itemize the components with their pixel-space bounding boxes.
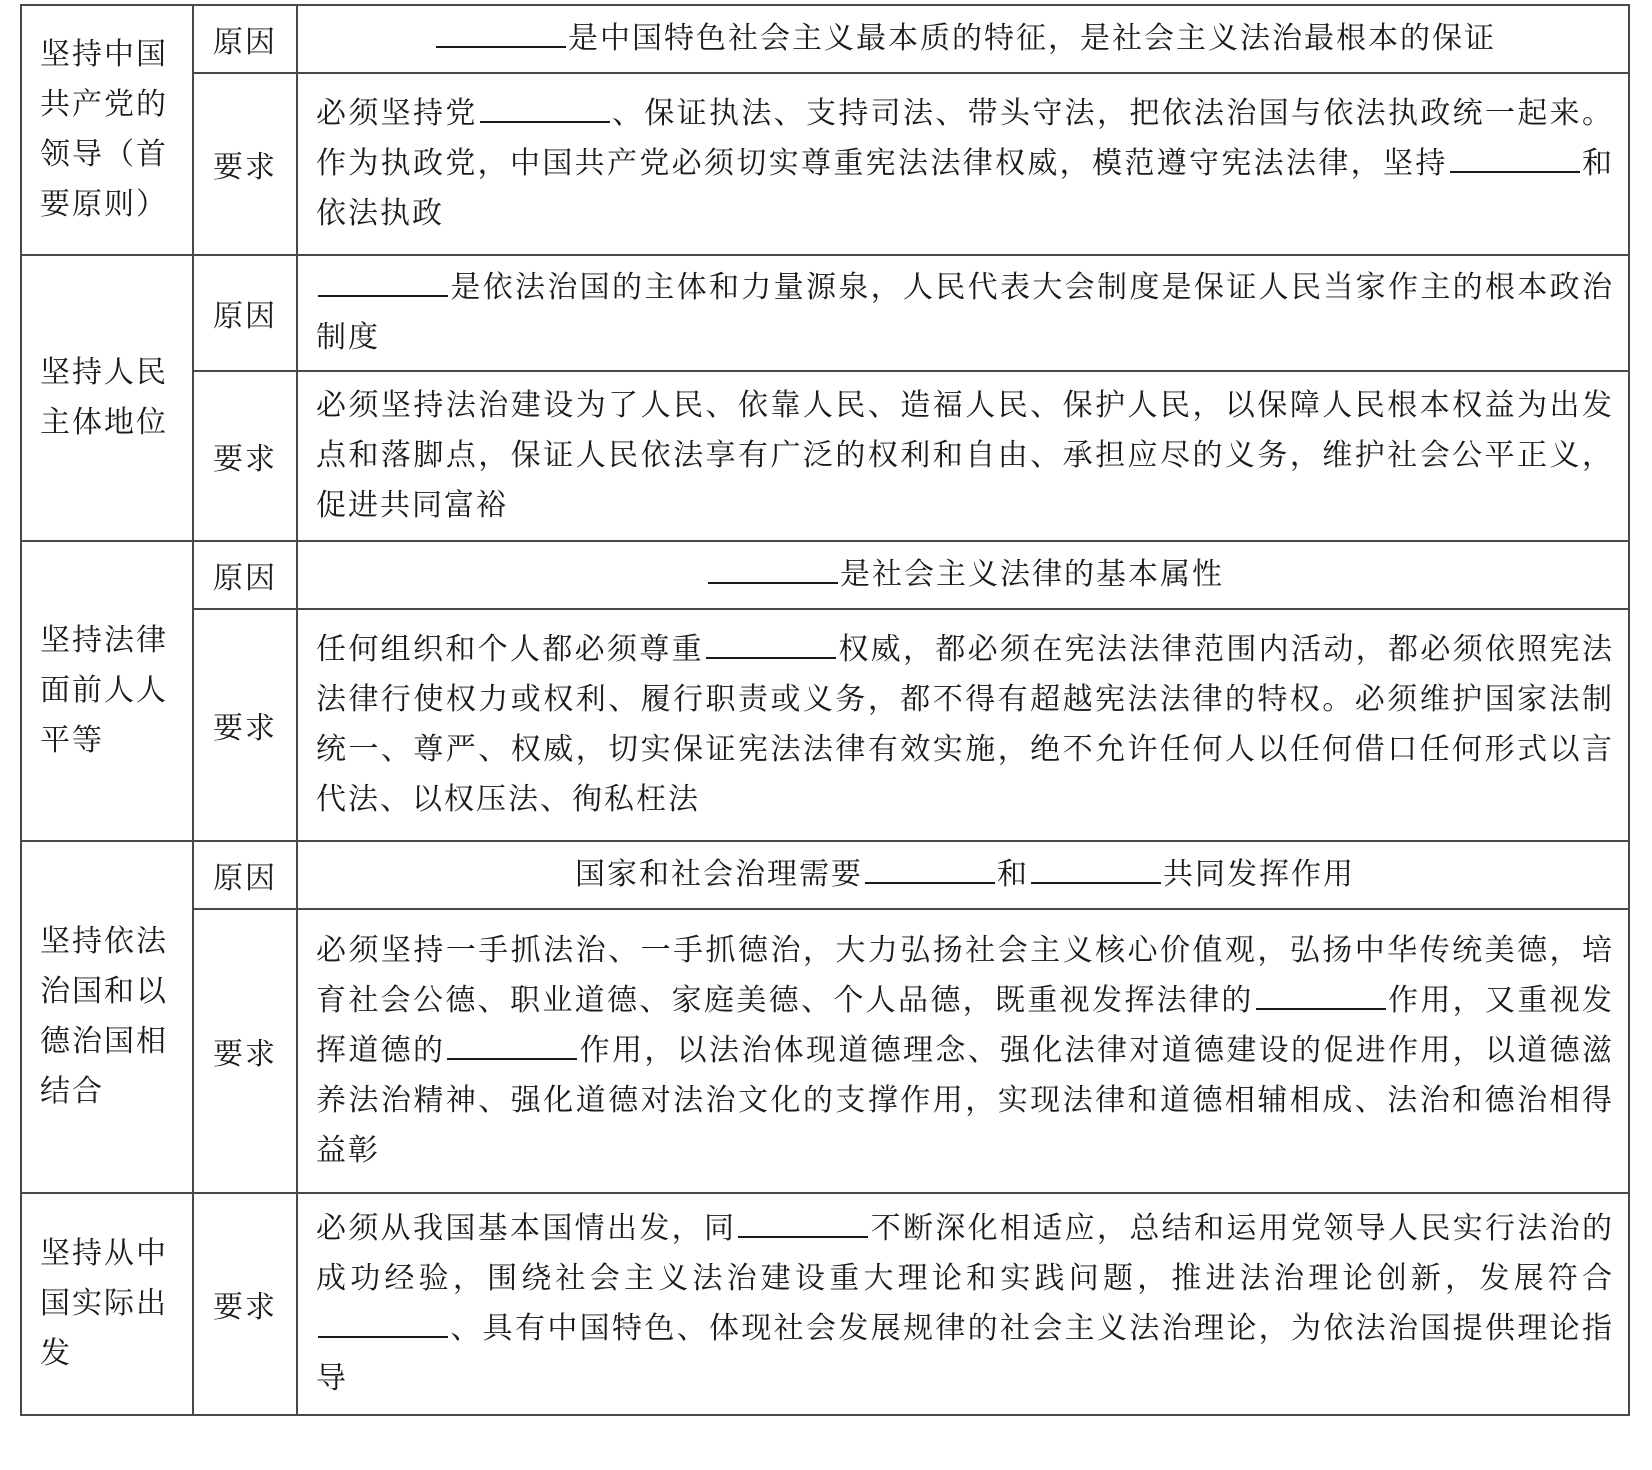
reason-text: 是社会主义法律的基本属性 [297, 541, 1629, 609]
requirement-text: 必须坚持法治建设为了人民、依靠人民、造福人民、保护人民，以保障人民根本权益为出发点和落脚点，保证人民依法享有广泛的权利和自由、承担应尽的义务，维护社会公平正义，促进共同富裕 [297, 371, 1629, 541]
principle-cell: 坚持人民主体地位 [21, 255, 193, 541]
fill-blank [1031, 852, 1161, 884]
document-page [20, 4, 1630, 1416]
fill-blank [1450, 141, 1580, 173]
reason-text: 国家和社会治理需要 和 共同发挥作用 [297, 841, 1629, 909]
fill-blank [480, 91, 610, 123]
requirement-text: 任何组织和个人都必须尊重 权威，都必须在宪法法律范围内活动，都必须依照宪法法律行使权力或权利、履行职责或义务，都不得有超越宪法法律的特权。必须维护国家法制统一、尊严、权威，切实保证宪法法律有效实施，绝不允许任何人以任何借口任何形式以言代法、以权压法、徇私枉法 [297, 609, 1629, 841]
reason-text: 是中国特色社会主义最本质的特征，是社会主义法治最根本的保证 [297, 5, 1629, 73]
fill-blank [318, 1306, 448, 1338]
requirement-label: 要求 [193, 73, 297, 255]
principles-table [20, 4, 1630, 1416]
table-row [21, 841, 1629, 909]
fill-blank [318, 265, 448, 297]
fill-blank [706, 627, 836, 659]
requirement-text: 必须坚持一手抓法治、一手抓德治，大力弘扬社会主义核心价值观，弘扬中华传统美德，培育社会公德、职业道德、家庭美德、个人品德，既重视发挥法律的 作用，又重视发挥道德的 作用，以法治体现道德理念、强化法律对道德建设的促进作用，以道德滋养法治精神、强化道德对法治文化的支撑作用，实现法律和道德相辅相成、法治和德治相得益彰 [297, 909, 1629, 1193]
principle-cell: 坚持中国共产党的领导（首要原则） [21, 5, 193, 255]
reason-label: 原因 [193, 541, 297, 609]
table-row [21, 909, 1629, 1193]
reason-text: 是依法治国的主体和力量源泉，人民代表大会制度是保证人民当家作主的根本政治制度 [297, 255, 1629, 371]
table-row [21, 73, 1629, 255]
requirement-label: 要求 [193, 371, 297, 541]
table-row [21, 5, 1629, 73]
table-row [21, 541, 1629, 609]
requirement-label: 要求 [193, 609, 297, 841]
fill-blank [1256, 978, 1386, 1010]
table-row [21, 609, 1629, 841]
reason-label: 原因 [193, 255, 297, 371]
requirement-label: 要求 [193, 1193, 297, 1415]
principle-cell: 坚持从中国实际出发 [21, 1193, 193, 1415]
principle-cell: 坚持法律面前人人平等 [21, 541, 193, 841]
fill-blank [708, 552, 838, 584]
reason-label: 原因 [193, 5, 297, 73]
requirement-text: 必须坚持党 、保证执法、支持司法、带头守法，把依法治国与依法执政统一起来。作为执政党，中国共产党必须切实尊重宪法法律权威，模范遵守宪法法律，坚持 和依法执政 [297, 73, 1629, 255]
table-row [21, 1193, 1629, 1415]
fill-blank [738, 1206, 868, 1238]
principle-cell: 坚持依法治国和以德治国相结合 [21, 841, 193, 1193]
fill-blank [447, 1028, 577, 1060]
fill-blank [436, 16, 566, 48]
reason-label: 原因 [193, 841, 297, 909]
table-row [21, 371, 1629, 541]
table-row [21, 255, 1629, 371]
fill-blank [865, 852, 995, 884]
requirement-text: 必须从我国基本国情出发，同 不断深化相适应，总结和运用党领导人民实行法治的成功经验，围绕社会主义法治建设重大理论和实践问题，推进法治理论创新，发展符合、具有中国特色、体现社会发展规律的社会主义法治理论，为依法治国提供理论指导 [297, 1193, 1629, 1415]
requirement-label: 要求 [193, 909, 297, 1193]
